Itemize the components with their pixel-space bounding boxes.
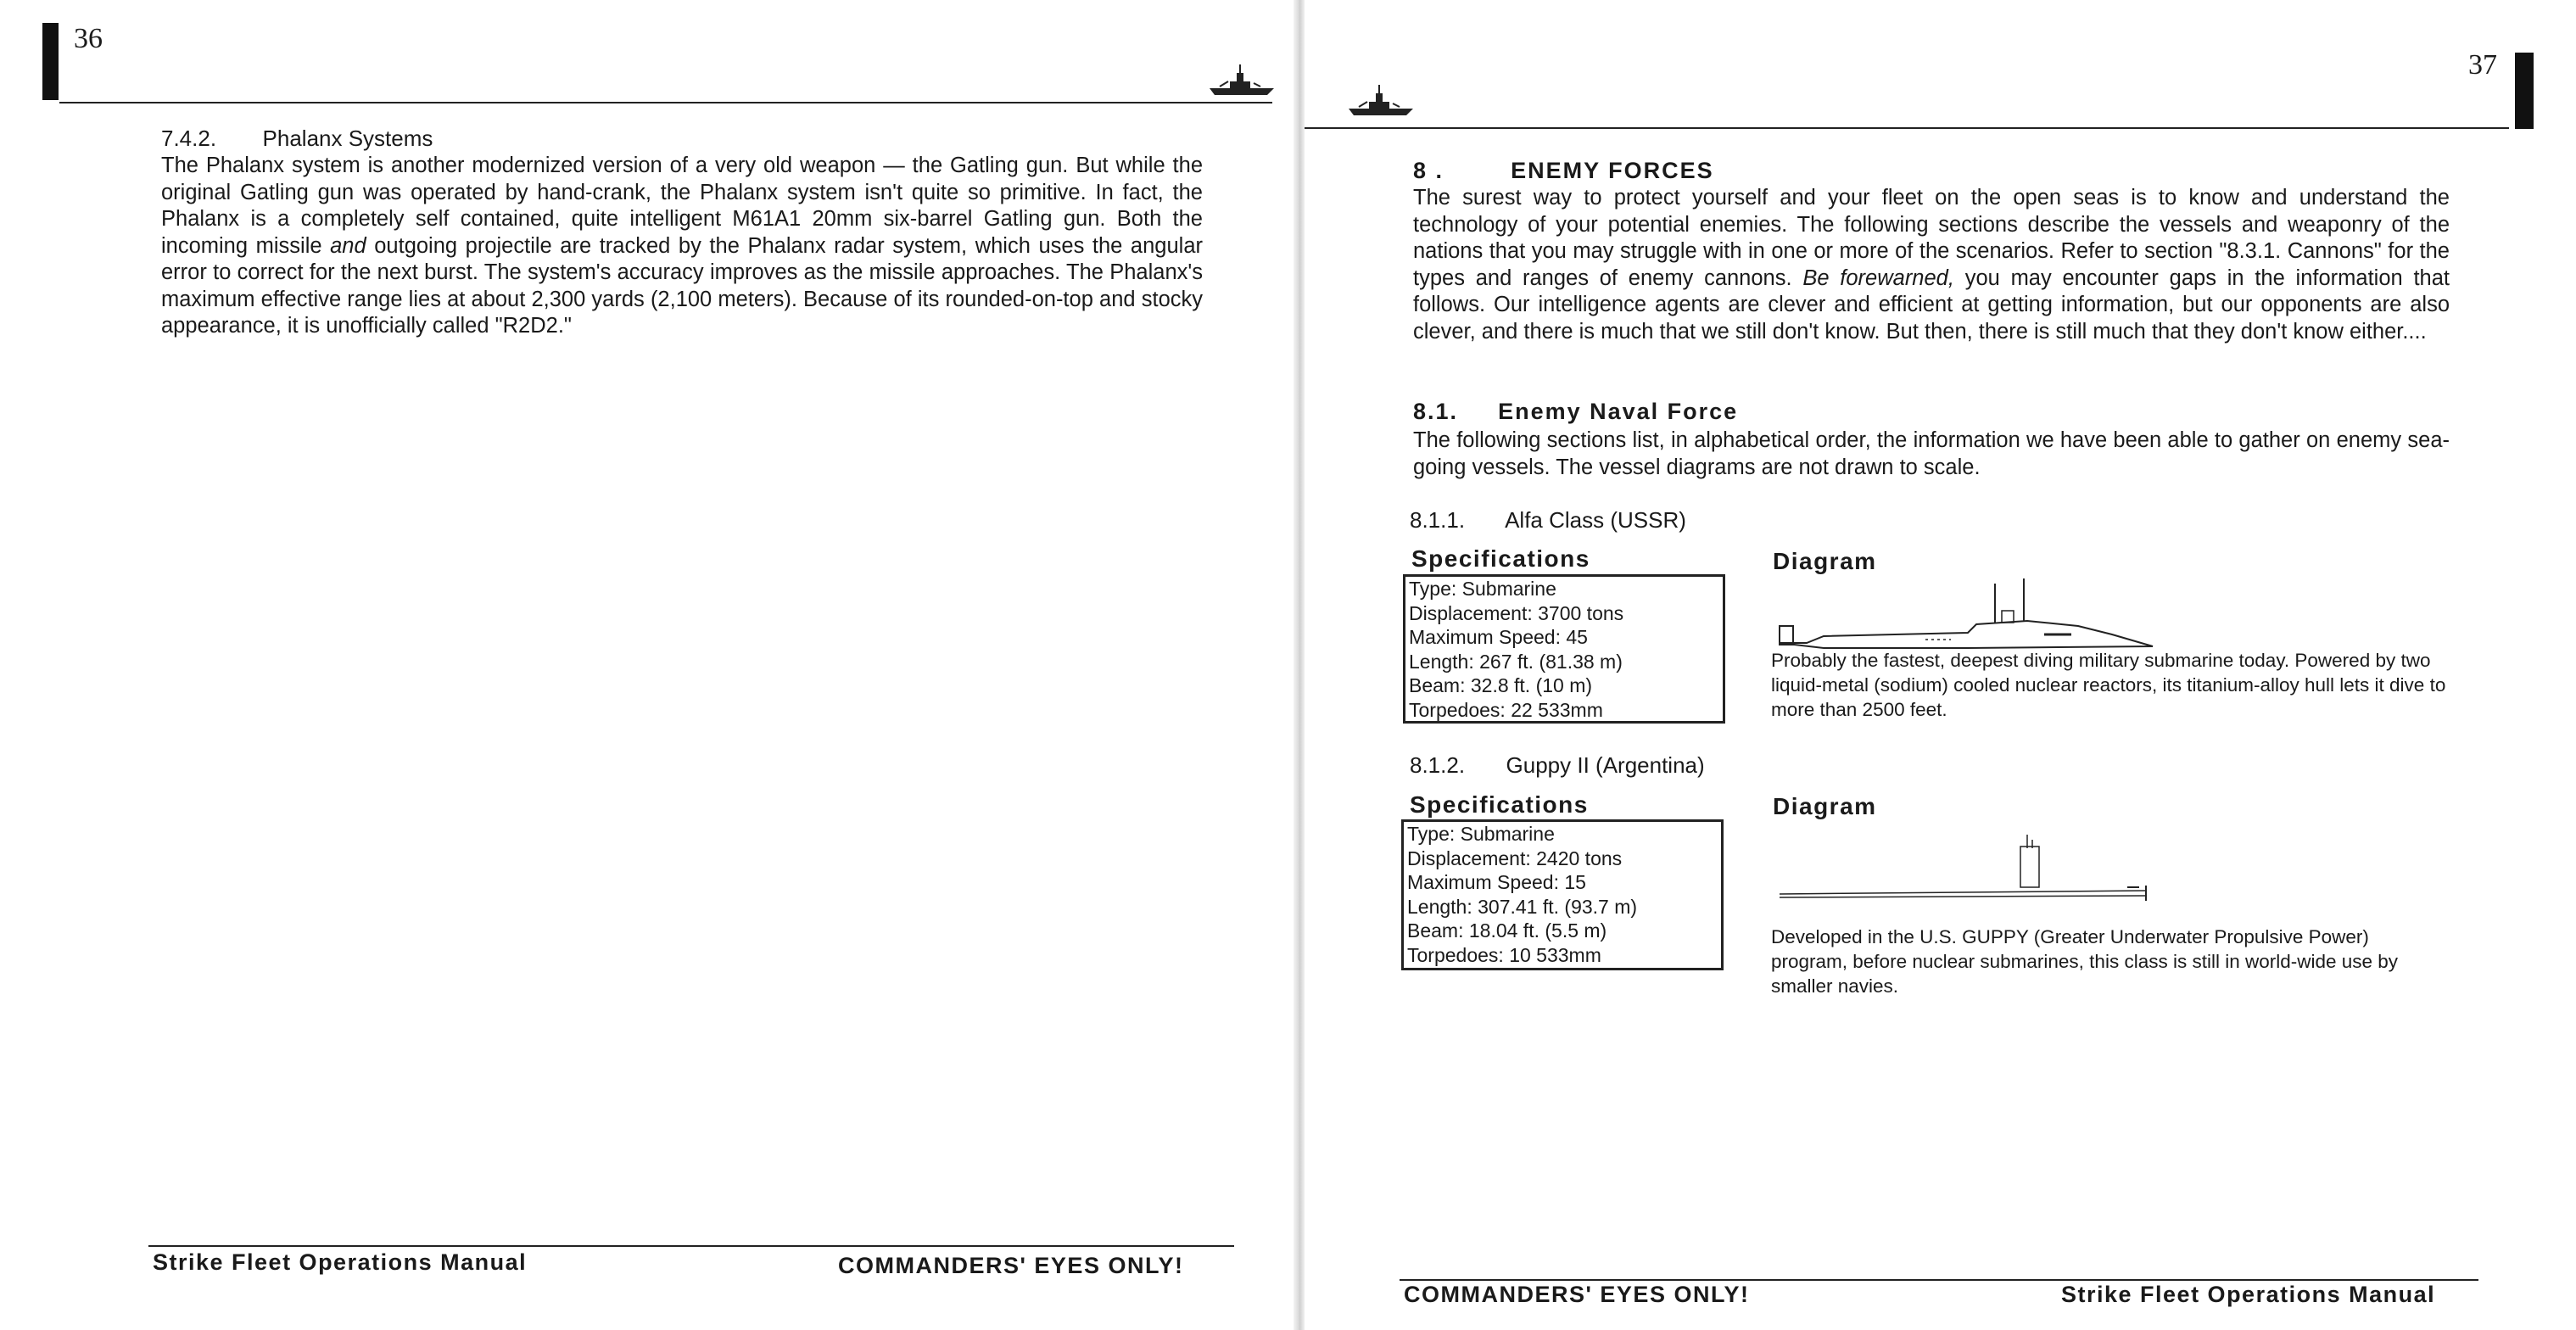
vessel-number: 8.1.1.	[1410, 507, 1466, 533]
footer-rule	[148, 1245, 1234, 1247]
specifications-heading: Specifications	[1410, 791, 1589, 818]
ship-icon	[1347, 83, 1415, 120]
spec-item: Torpedoes: 22 533mm	[1409, 698, 1603, 721]
vessel-description: Developed in the U.S. GUPPY (Greater Underwater Propulsive Power) program, before nuclear submarines, this class is still in world-wide use by smaller navies.	[1771, 926, 2399, 997]
spec-item: Type: Submarine	[1409, 578, 1556, 600]
specifications-box	[1403, 574, 1725, 724]
footer-manual-title: Strike Fleet Operations Manual	[153, 1249, 528, 1275]
spec-item: Type: Submarine	[1407, 823, 1555, 845]
intro-emphasis: Be forewarned,	[1802, 265, 1954, 290]
spec-item: Beam: 18.04 ft. (5.5 m)	[1407, 919, 1607, 942]
submarine-diagram	[1773, 828, 2163, 904]
vessel-heading	[1410, 507, 1686, 534]
footer-classification: COMMANDERS' EYES ONLY!	[1404, 1282, 1750, 1307]
vessel-number: 8.1.2.	[1410, 752, 1466, 778]
section-heading	[161, 126, 433, 152]
page-number: 36	[74, 23, 103, 54]
paragraph-text: The Phalanx system is another modernized version of a very old weapon — the Gatling gun. But while the original Gatling gun was operated by hand-crank, the Phalanx system isn't quite so primitive. In fact, the Phalanx is a completely self contained, quite intelligent M61A1 20mm six-barrel Gatling gun. Both the incoming missile	[161, 154, 1203, 258]
specifications-heading: Specifications	[1411, 545, 1590, 572]
paragraph-emphasis: and	[330, 233, 366, 258]
header-rule	[59, 102, 1272, 103]
page-edge-tab	[2515, 53, 2534, 129]
spec-item: Torpedoes: 10 533mm	[1407, 943, 1601, 966]
intro-text: you may encounter gaps in the information that follows. Our intelligence agents are clever and efficient at getting information, but our opponents are also clever, and there is much that we still don't know. But then, there is still much that they don't know either....	[1413, 265, 2450, 344]
vessel-name: Guppy II (Argentina)	[1506, 752, 1705, 778]
section-heading	[1413, 399, 1738, 425]
footer-classification: COMMANDERS' EYES ONLY!	[838, 1253, 1184, 1278]
section-number: 8.1.	[1413, 399, 1459, 424]
vessel-heading	[1410, 752, 1705, 779]
spec-item: Length: 267 ft. (81.38 m)	[1409, 650, 1623, 673]
vessel-name: Alfa Class (USSR)	[1505, 507, 1686, 533]
section-text: The following sections list, in alphabetical order, the information we have been able to gather on enemy sea-going vessels. The vessel diagrams are not drawn to scale.	[1413, 428, 2450, 479]
spec-item: Length: 307.41 ft. (93.7 m)	[1407, 895, 1638, 918]
footer-manual-title: Strike Fleet Operations Manual	[2061, 1282, 2436, 1307]
header-rule	[1305, 127, 2509, 129]
paragraph-text: outgoing projectile are tracked by the Phalanx radar system, which uses the angular error to correct for the next burst. The system's accuracy improves as the missile approaches. The Phalanx's maximum effective range lies at about 2,300 yards (2,100 meters). Because of its rounded-on-top and stocky appearance, it is unofficially called "R2D2."	[161, 233, 1203, 338]
page-number: 37	[2468, 49, 2497, 81]
chapter-heading	[1413, 158, 1714, 184]
spec-item: Displacement: 2420 tons	[1407, 847, 1623, 869]
intro-text: The surest way to protect yourself and your fleet on the open seas is to know and understand the technology of your potential enemies. The following sections describe the vessels and weaponry of the nations that you may struggle with in one or more of the scenarios. Refer to section "8.3.1. Cannons" for the types and ranges of enemy cannons.	[1413, 186, 2450, 290]
diagram-heading: Diagram	[1773, 793, 1877, 819]
ship-icon	[1208, 63, 1276, 100]
book-gutter	[1294, 0, 1305, 1330]
chapter-title: ENEMY FORCES	[1511, 158, 1714, 183]
spec-item: Beam: 32.8 ft. (10 m)	[1409, 674, 1593, 696]
section-title: Phalanx Systems	[262, 126, 433, 151]
spec-item: Displacement: 3700 tons	[1409, 601, 1624, 624]
submarine-diagram	[1773, 577, 2163, 650]
vessel-description: Probably the fastest, deepest diving military submarine today. Powered by two liquid-metal (sodium) cooled nuclear reactors, its titanium-alloy hull lets it dive to more than 2500 feet.	[1771, 650, 2446, 720]
spec-item: Maximum Speed: 15	[1407, 871, 1586, 893]
specifications-box	[1401, 819, 1724, 970]
right-page	[1305, 0, 2576, 1330]
chapter-number: 8 .	[1413, 158, 1444, 183]
footer-rule	[1400, 1279, 2478, 1281]
diagram-heading: Diagram	[1773, 548, 1877, 574]
chapter-intro	[1413, 185, 2450, 345]
spec-item: Maximum Speed: 45	[1409, 626, 1588, 648]
section-title: Enemy Naval Force	[1498, 399, 1739, 424]
page-edge-tab	[42, 23, 59, 100]
section-number: 7.4.2.	[161, 126, 217, 151]
section-paragraph	[161, 153, 1203, 340]
